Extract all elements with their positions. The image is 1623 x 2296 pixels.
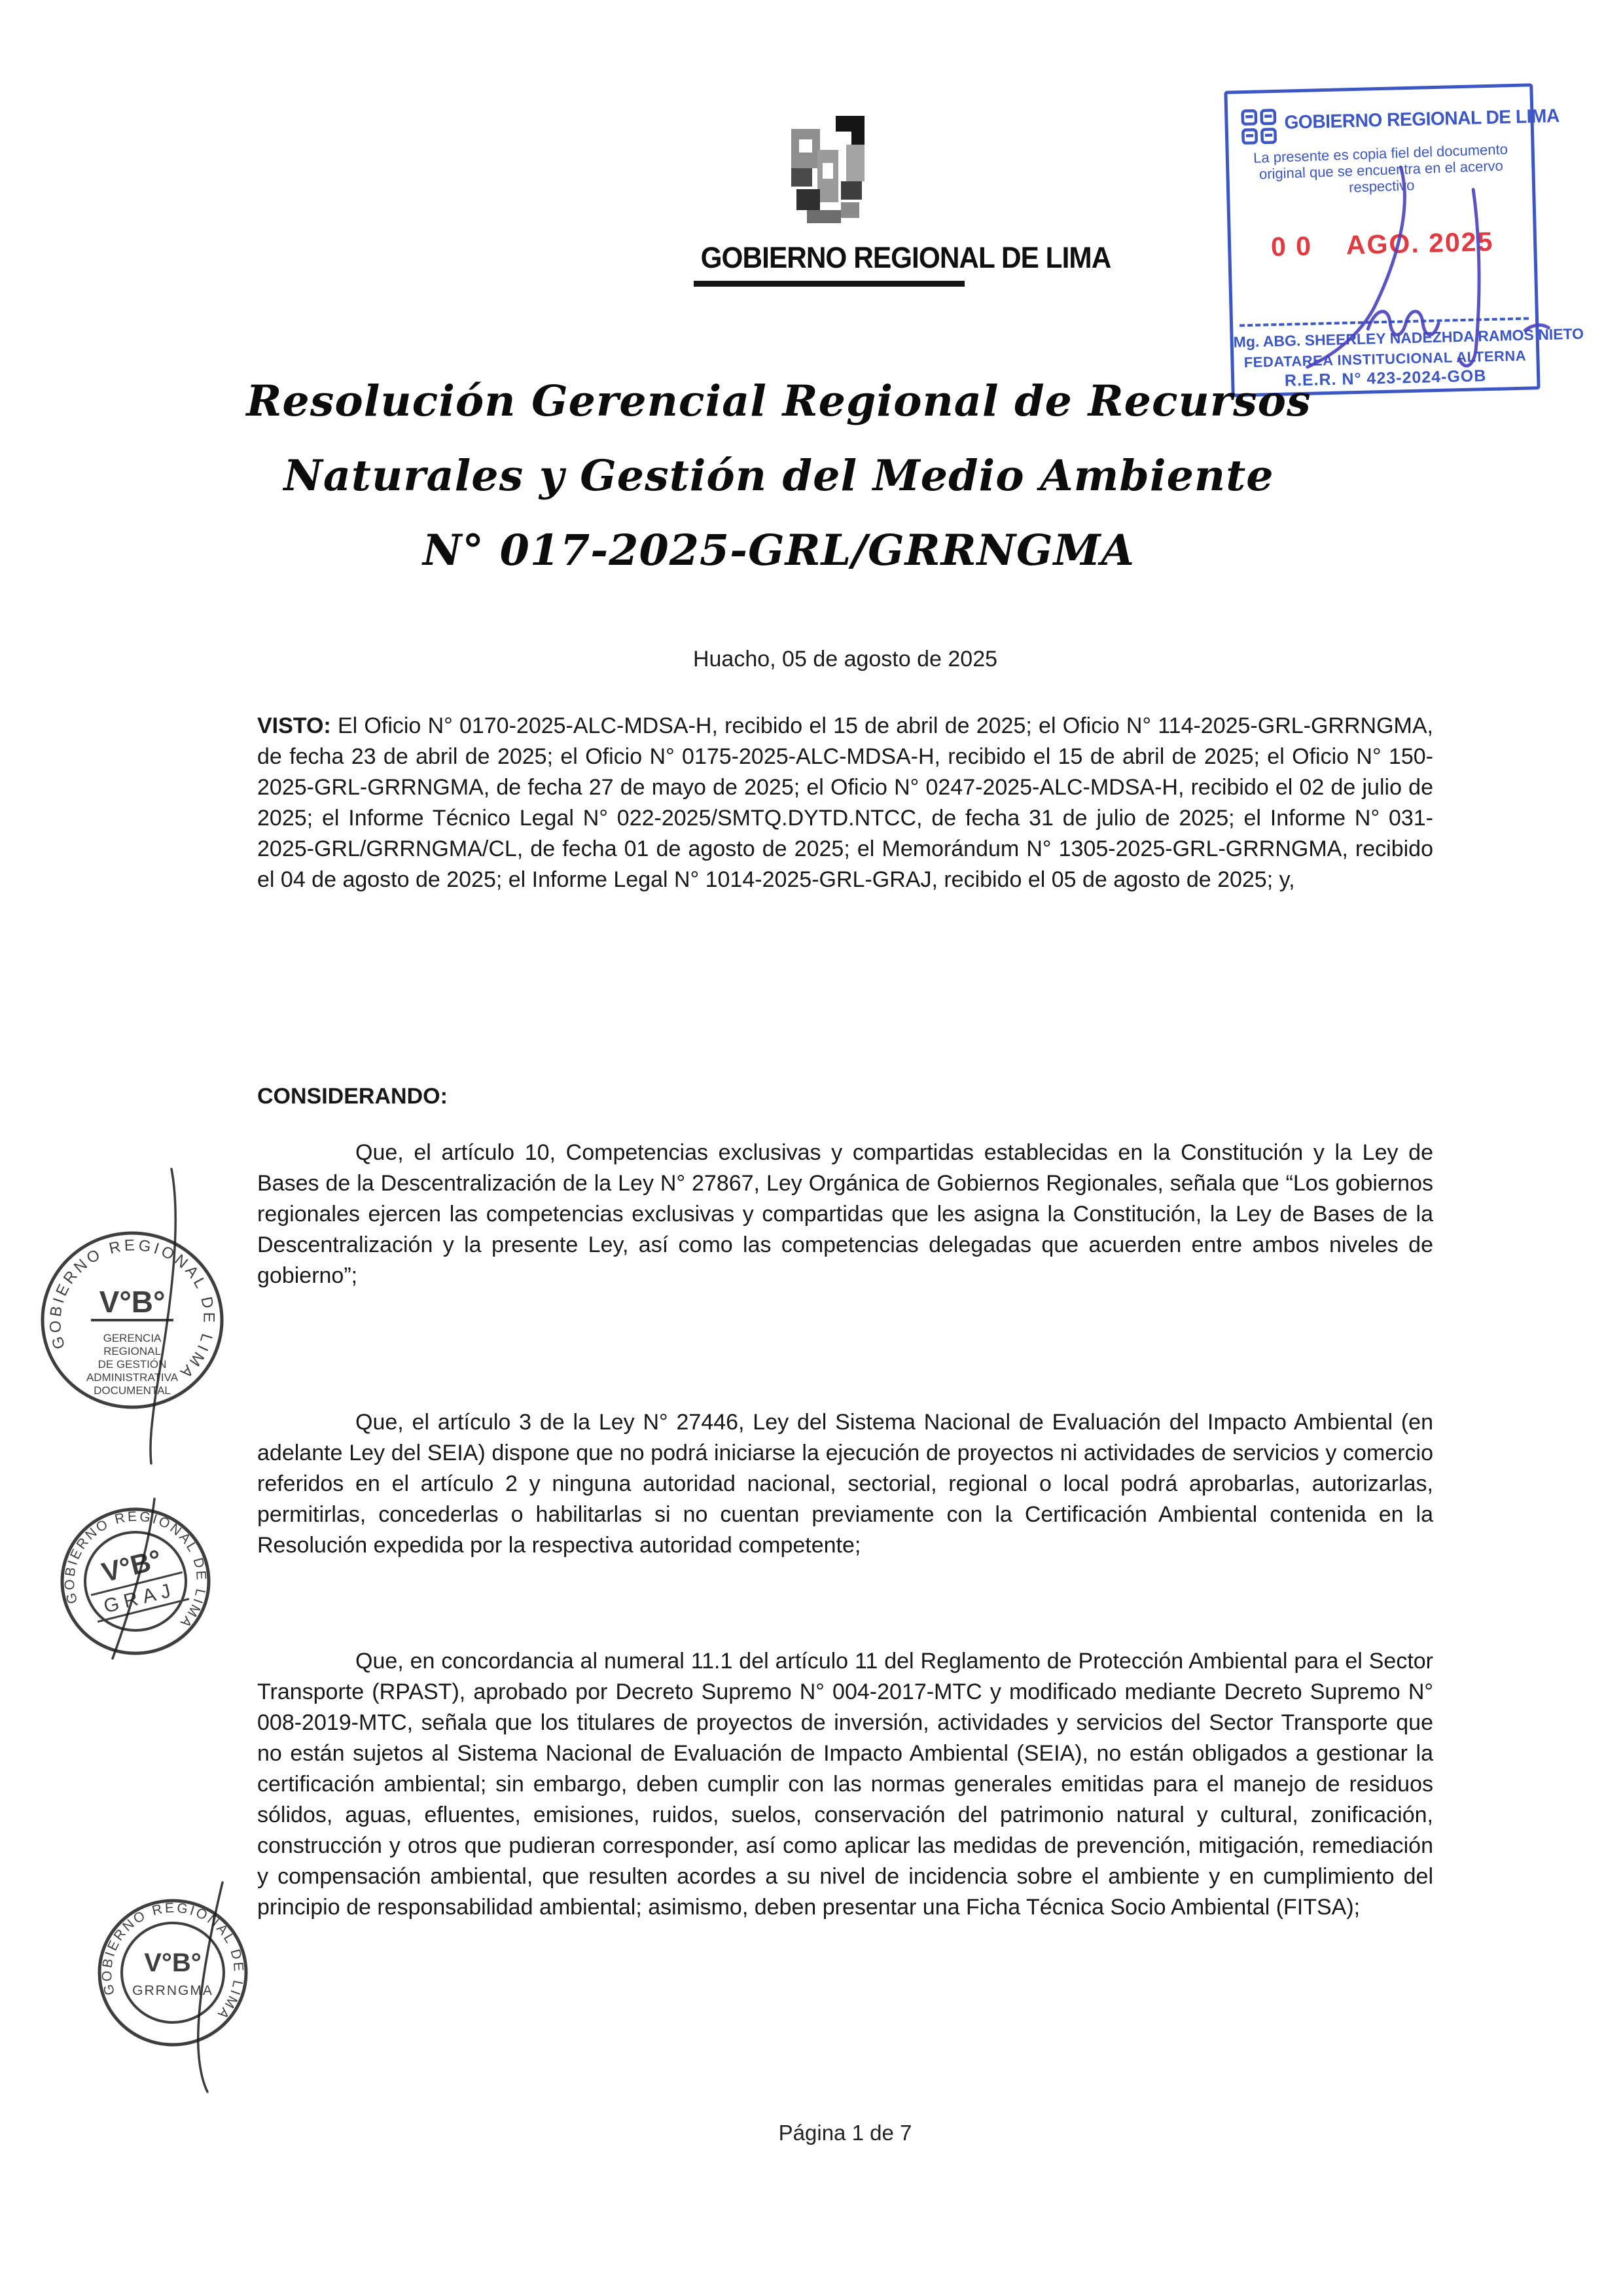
resolution-title-line2: Naturales y Gestión del Medio Ambiente	[283, 451, 1274, 501]
page-number: Página 1 de 7	[778, 2121, 912, 2145]
stamp-officer-name: Mg. ABG. SHEERLEY NADEZHDA RAMOS NIETO	[1233, 325, 1584, 351]
resolution-title	[190, 364, 1368, 588]
fedatario-stamp	[1224, 83, 1584, 397]
resolution-title-line1: Resolución Gerencial Regional de Recursos	[246, 376, 1311, 426]
stamp-institution: GOBIERNO REGIONAL DE LIMA	[1284, 105, 1560, 134]
stamp-date-day: 0 0	[1270, 230, 1313, 262]
stamp1-ring-text: GOBIERNO REGIONAL DE LIMA	[46, 1236, 218, 1384]
stamp1-line4: ADMINISTRATIVA	[86, 1371, 179, 1384]
stamp-register-number: R.E.R. N° 423-2024-GOB	[1284, 367, 1487, 390]
visto-paragraph	[257, 711, 1433, 895]
stamp1-line2: REGIONAL	[103, 1345, 161, 1357]
emblem-icon	[789, 115, 868, 232]
stamp-certification-text: La presente es copia fiel del documento original que se encuentra en el acervo respectivo	[1253, 141, 1508, 196]
stamp2-ring-text: GOBIERNO REGIONAL DE LIMA	[62, 1509, 209, 1632]
considerando-label: CONSIDERANDO:	[257, 1084, 448, 1109]
stamp-officer-role: FEDATAREA INSTITUCIONAL ALTERNA	[1243, 347, 1527, 371]
stamp1-line5: DOCUMENTAL	[94, 1384, 171, 1397]
considerando-paragraph-3: Que, en concordancia al numeral 11.1 del artículo 11 del Reglamento de Protección Ambiental para el Sector Transporte (RPAST), aprobado por Decreto Supremo N° 004-2017-MTC y modificado mediante Decreto Supremo N° 008-2019-MTC, señala que los titulares de proyectos de inversión, actividades y servicios del Sector Transporte que no están sujetos al Sistema Nacional de Evaluación de Impacto Ambiental (SEIA), no están obligados a gestionar la certificación ambiental; sin embargo, deben cumplir con las normas generales emitidas para el manejo de residuos sólidos, aguas, efluentes, emisiones, ruidos, suelos, conservación del patrimonio natural y cultural, zonificación, construcción y otros que pudieran corresponder, así como aplicar las medidas de prevención, mitigación, remediación y compensación ambiental, que resulten acordes a su nivel de incidencia sobre el ambiente y en cumplimiento del principio de responsabilidad ambiental; asimismo, deben presentar una Ficha Técnica Socio Ambiental (FITSA);	[257, 1649, 1433, 1920]
header-institution: GOBIERNO REGIONAL DE LIMA	[700, 241, 1111, 274]
stamp1-line3: DE GESTIÓN	[98, 1358, 167, 1371]
stamp1-line1: GERENCIA	[103, 1332, 162, 1344]
considerando-paragraph-2: Que, el artículo 3 de la Ley N° 27446, Ley del Sistema Nacional de Evaluación del Impacto Ambiental (en adelante Ley del SEIA) dispone que no podrá iniciarse la ejecución de proyectos ni actividades de servicios y comercio referidos en el artículo 2 y ninguna autoridad nacional, sectorial, regional o local podrá aprobarlas, autorizarlas, permitirlas, concederlas o habilitarlas si no cuentan previamente con la Certificación Ambiental contenida en la Resolución expedida por la respectiva autoridad competente;	[257, 1410, 1433, 1558]
stamp3-ring-text: GOBIERNO REGIONAL DE LIMA	[99, 1900, 247, 2023]
stamp3-vb: V°B°	[144, 1948, 202, 1977]
place-date-line: Huacho, 05 de agosto de 2025	[692, 647, 998, 672]
considerando-paragraph-1: Que, el artículo 10, Competencias exclusivas y compartidas establecidas en la Constitución y la Ley de Bases de la Descentralización de la Ley N° 27867, Ley Orgánica de Gobiernos Regionales, señala que “Los gobiernos regionales ejercen las competencias exclusivas y compartidas que les asigna la Constitución, la Ley de Bases de la Descentralización y la presente Ley, así como las competencias delegadas que acuerden entre ambos niveles de gobierno”;	[257, 1140, 1433, 1288]
header-rule	[694, 281, 965, 287]
fedatario-signature	[1227, 86, 1584, 393]
round-stamp-gestion-documental	[36, 1227, 228, 1414]
stamp1-vb: V°B°	[99, 1285, 166, 1319]
round-stamp-graj	[58, 1505, 215, 1660]
stamp2-vb: V°B°	[98, 1543, 165, 1588]
stamp2-unit: GRAJ	[101, 1579, 178, 1618]
resolution-title-line3: N° 017-2025-GRL/GRRNGMA	[423, 526, 1135, 575]
visto-label: VISTO:	[257, 713, 331, 738]
visto-text: El Oficio N° 0170-2025-ALC-MDSA-H, recibido el 15 de abril de 2025; el Oficio N° 114-2025-GRL-GRRNGMA, de fecha 23 de abril de 2025; el Oficio N° 0175-2025-ALC-MDSA-H, recibido el 15 de abril de 2025; el Oficio N° 150-2025-GRL-GRRNGMA, de fecha 27 de mayo de 2025; el Oficio N° 0247-2025-ALC-MDSA-H, recibido el 02 de julio de 2025; el Informe Técnico Legal N° 022-2025/SMTQ.DYTD.NTCC, de fecha 31 de julio de 2025; el Informe N° 031-2025-GRL/GRRNGMA/CL, de fecha 01 de agosto de 2025; el Memorándum N° 1305-2025-GRL-GRRNGMA, recibido el 04 de agosto de 2025; el Informe Legal N° 1014-2025-GRL-GRAJ, recibido el 05 de agosto de 2025; y,	[257, 713, 1433, 892]
svg-text:GOBIERNO REGIONAL DE LIMA	[58, 1505, 215, 1660]
stamp-date-month-year: AGO. 2025	[1346, 226, 1494, 260]
stamp3-unit: GRRNGMA	[132, 1983, 213, 1998]
round-stamp-grrngma	[95, 1897, 252, 2051]
